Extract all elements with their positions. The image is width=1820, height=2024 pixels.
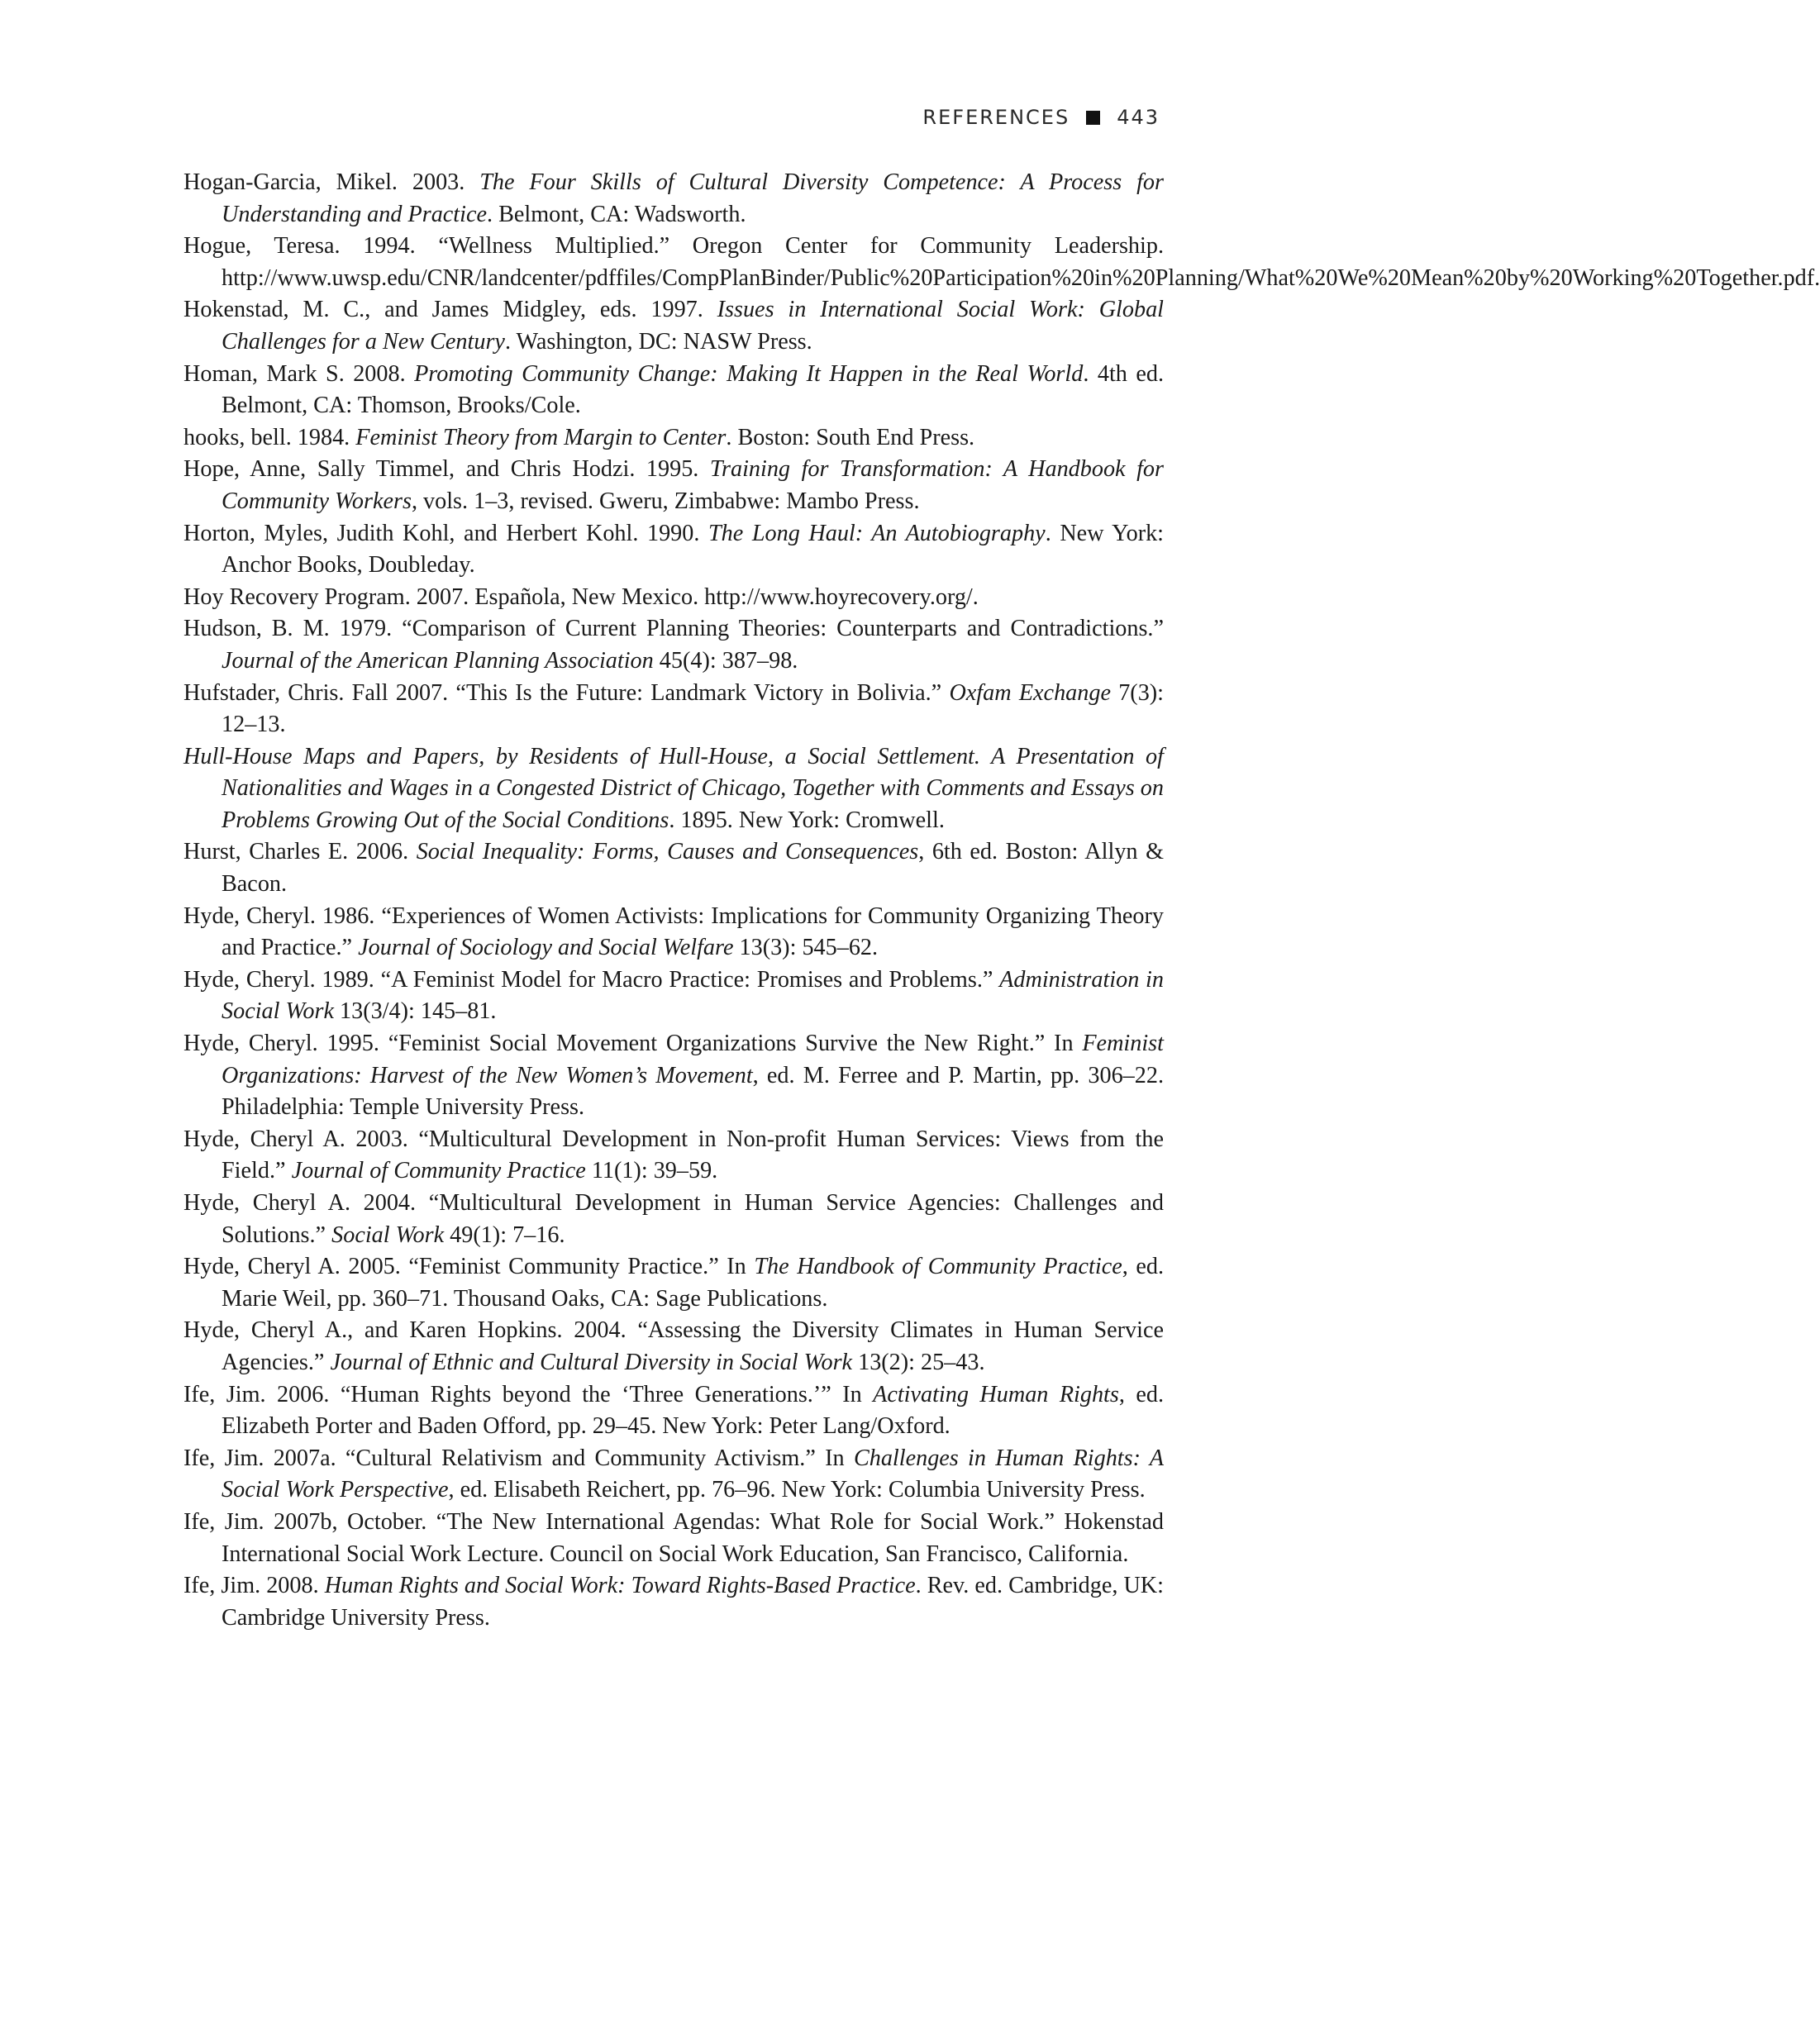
reference-entry bbox=[183, 613, 1164, 677]
reference-title: The Four Skills of Cultural Diversity Competence: A Process for Understanding and Practice bbox=[222, 169, 1164, 227]
reference-text: , ed. M. Ferree and P. Martin, pp. 306–22. Philadelphia: Temple University Press. bbox=[222, 1062, 1165, 1121]
reference-text: Hyde, Cheryl A. 2003. “Multicultural Development in Non-profit Human Services: Views from the Field.” bbox=[183, 1126, 1164, 1184]
reference-entry bbox=[183, 294, 1164, 358]
reference-text: Hyde, Cheryl A., and Karen Hopkins. 2004. “Assessing the Diversity Climates in Human Service Agencies.” bbox=[183, 1317, 1164, 1375]
reference-text: Hope, Anne, Sally Timmel, and Chris Hodzi. 1995. bbox=[183, 456, 710, 483]
reference-title: Social Inequality: Forms, Causes and Consequences bbox=[416, 839, 919, 865]
reference-entry bbox=[183, 518, 1164, 582]
reference-text: Hyde, Cheryl. 1986. “Experiences of Women Activists: Implications for Community Organizing Theory and Practice.” bbox=[183, 902, 1164, 961]
reference-text: , ed. Elizabeth Porter and Baden Offord, pp. 29–45. New York: Peter Lang/Oxford. bbox=[222, 1381, 1164, 1440]
reference-text: Hoy Recovery Program. 2007. Española, New Mexico. http://www.hoyrecovery.org/. bbox=[183, 583, 979, 610]
reference-text: . 1895. New York: Cromwell. bbox=[669, 807, 945, 833]
reference-text: hooks, bell. 1984. bbox=[183, 424, 356, 450]
reference-entry bbox=[183, 1443, 1164, 1507]
reference-text: Hurst, Charles E. 2006. bbox=[183, 839, 417, 865]
reference-entry bbox=[183, 359, 1164, 422]
reference-text: Ife, Jim. 2008. bbox=[183, 1573, 325, 1599]
reference-text: Hogue, Teresa. 1994. “Wellness Multiplied.” Oregon Center for Community Leadership. http://www.uwsp.edu/CNR/landcenter/pdffiles/CompPlanBinder/Public%20Participation%20in%20Planning/What%20We%20Mean%20by%20Working%20Together.pdf. bbox=[183, 233, 1820, 291]
reference-text: 49(1): 7–16. bbox=[444, 1222, 565, 1248]
reference-text: . Washington, DC: NASW Press. bbox=[504, 328, 812, 355]
reference-title: Feminist Theory from Margin to Center bbox=[355, 424, 727, 450]
reference-title: Promoting Community Change: Making It Happen in the Real World bbox=[414, 360, 1084, 387]
reference-entry bbox=[183, 741, 1164, 837]
reference-text: Hufstader, Chris. Fall 2007. “This Is the Future: Landmark Victory in Bolivia.” bbox=[183, 679, 950, 706]
reference-text: 13(2): 25–43. bbox=[852, 1349, 985, 1375]
reference-title: The Handbook of Community Practice bbox=[754, 1254, 1122, 1280]
reference-entry bbox=[183, 1315, 1164, 1379]
reference-text: 13(3): 545–62. bbox=[733, 935, 879, 961]
reference-text: Hyde, Cheryl. 1989. “A Feminist Model for Macro Practice: Promises and Problems.” bbox=[183, 966, 1000, 993]
section-title: REFERENCES bbox=[922, 106, 1070, 129]
reference-entry bbox=[183, 901, 1164, 964]
reference-title: Issues in International Social Work: Global Challenges for a New Century bbox=[222, 297, 1164, 355]
reference-entry bbox=[183, 1251, 1164, 1315]
reference-title: Oxfam Exchange bbox=[949, 679, 1111, 706]
reference-entry bbox=[183, 964, 1164, 1028]
reference-text: Homan, Mark S. 2008. bbox=[183, 360, 415, 387]
reference-entry bbox=[183, 1188, 1164, 1251]
reference-text: Ife, Jim. 2007a. “Cultural Relativism and Community Activism.” In bbox=[183, 1445, 854, 1471]
reference-entry bbox=[183, 1124, 1164, 1188]
reference-text: , 6th ed. Boston: Allyn & Bacon. bbox=[222, 839, 1164, 898]
square-bullet-icon bbox=[1086, 111, 1100, 125]
reference-title: The Long Haul: An Autobiography bbox=[708, 520, 1046, 546]
reference-entry bbox=[183, 422, 1164, 455]
reference-text: Hokenstad, M. C., and James Midgley, eds. 1997. bbox=[183, 297, 717, 323]
reference-text: . Boston: South End Press. bbox=[726, 424, 975, 450]
reference-text: , vols. 1–3, revised. Gweru, Zimbabwe: Mambo Press. bbox=[411, 488, 920, 514]
reference-text: Hyde, Cheryl A. 2004. “Multicultural Development in Human Service Agencies: Challenges and Solutions.” bbox=[183, 1190, 1164, 1248]
reference-text: 11(1): 39–59. bbox=[585, 1158, 718, 1184]
reference-title: Journal of Ethnic and Cultural Diversity in Social Work bbox=[330, 1349, 853, 1375]
reference-title: Challenges in Human Rights: A Social Work Perspective bbox=[222, 1445, 1164, 1503]
reference-text: , ed. Marie Weil, pp. 360–71. Thousand Oaks, CA: Sage Publications. bbox=[222, 1254, 1164, 1312]
reference-title: Journal of Sociology and Social Welfare bbox=[358, 935, 734, 961]
reference-title: Social Work bbox=[331, 1222, 445, 1248]
reference-title: Journal of Community Practice bbox=[291, 1158, 586, 1184]
reference-title: Hull-House Maps and Papers, by Residents of Hull-House, a Social Settlement. A Presentation of Nationalities and Wages in a Congested District of Chicago, Together with Comments and Essays on Problems Growing Out of the Social Conditions bbox=[183, 743, 1164, 833]
running-header bbox=[922, 106, 1160, 129]
reference-text: Hudson, B. M. 1979. “Comparison of Current Planning Theories: Counterparts and Contradictions.” bbox=[183, 616, 1164, 642]
reference-text: Hyde, Cheryl A. 2005. “Feminist Community Practice.” In bbox=[183, 1254, 755, 1280]
reference-title: Activating Human Rights bbox=[873, 1381, 1119, 1407]
reference-entry bbox=[183, 1507, 1164, 1570]
reference-text: . New York: Anchor Books, Doubleday. bbox=[222, 520, 1165, 579]
reference-text: 7(3): 12–13. bbox=[222, 679, 1165, 738]
reference-entry bbox=[183, 167, 1164, 231]
reference-title: Feminist Organizations: Harvest of the New Women’s Movement bbox=[222, 1031, 1164, 1088]
reference-entry bbox=[183, 1028, 1164, 1124]
page-number: 443 bbox=[1117, 106, 1160, 129]
reference-title: Training for Transformation: A Handbook for Community Workers bbox=[222, 456, 1164, 514]
reference-text: , ed. Elisabeth Reichert, pp. 76–96. New York: Columbia University Press. bbox=[448, 1477, 1146, 1503]
reference-text: Horton, Myles, Judith Kohl, and Herbert Kohl. 1990. bbox=[183, 520, 708, 546]
reference-text: . Belmont, CA: Wadsworth. bbox=[486, 201, 746, 227]
reference-entry bbox=[183, 582, 1164, 614]
reference-entry bbox=[183, 1570, 1164, 1634]
reference-text: . Rev. ed. Cambridge, UK: Cambridge University Press. bbox=[222, 1573, 1164, 1631]
reference-entry bbox=[183, 836, 1164, 900]
reference-text: Hyde, Cheryl. 1995. “Feminist Social Movement Organizations Survive the New Right.” In bbox=[183, 1031, 1083, 1057]
reference-list bbox=[183, 167, 1820, 1634]
reference-text: 45(4): 387–98. bbox=[653, 647, 798, 674]
reference-entry bbox=[183, 231, 1820, 294]
reference-entry bbox=[183, 1379, 1164, 1443]
reference-title: Administration in Social Work bbox=[222, 966, 1164, 1025]
reference-entry bbox=[183, 454, 1164, 517]
reference-text: Hogan-Garcia, Mikel. 2003. bbox=[183, 169, 480, 195]
reference-title: Journal of the American Planning Association bbox=[222, 647, 654, 674]
reference-text: 13(3/4): 145–81. bbox=[333, 998, 497, 1025]
reference-title: Human Rights and Social Work: Toward Rights-Based Practice bbox=[324, 1573, 916, 1599]
reference-text: . 4th ed. Belmont, CA: Thomson, Brooks/Cole. bbox=[222, 360, 1164, 419]
reference-text: Ife, Jim. 2006. “Human Rights beyond the ‘Three Generations.’” In bbox=[183, 1381, 874, 1407]
reference-text: Ife, Jim. 2007b, October. “The New International Agendas: What Role for Social Work.” Hokenstad International Social Work Lecture. Council on Social Work Education, San Francisco, California. bbox=[183, 1508, 1164, 1567]
reference-entry bbox=[183, 678, 1164, 741]
